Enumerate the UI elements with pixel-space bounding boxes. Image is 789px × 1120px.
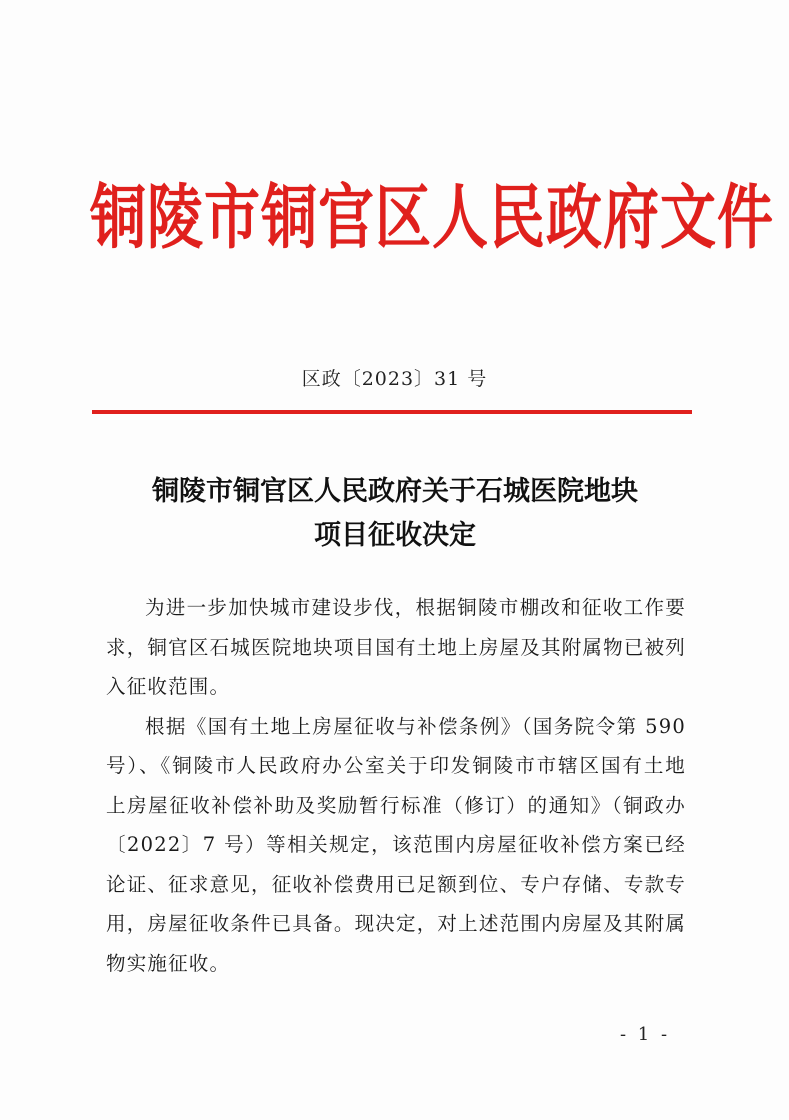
red-divider-line [92, 410, 692, 414]
document-title-line-1: 铜陵市铜官区人民政府关于石城医院地块 [152, 476, 638, 507]
document-title [90, 470, 700, 558]
issuer-masthead: 铜陵市铜官区人民政府文件 [90, 177, 774, 259]
body-paragraph-2: 根据《国有土地上房屋征收与补偿条例》（国务院令第 590 号）、《铜陵市人民政府办公室关于印发铜陵市市辖区国有土地上房屋征收补偿补助及奖励暂行标准（修订）的通知》（铜政办〔2022〕7 号）等相关规定，该范围内房屋征收补偿方案已经论证、征求意见，征收补偿费用已足额到位、专户存储、专款专用，房屋征收条件已具备。现决定，对上述范围内房屋及其附属物实施征收。 [106, 714, 686, 975]
document-body [106, 588, 686, 983]
document-number: 区政〔2023〕31 号 [301, 368, 488, 390]
page-number: - 1 - [620, 1024, 671, 1045]
document-title-line-2: 项目征收决定 [314, 520, 476, 551]
body-paragraph-1: 为进一步加快城市建设步伐，根据铜陵市棚改和征收工作要求，铜官区石城医院地块项目国有土地上房屋及其附属物已被列入征收范围。 [106, 596, 686, 698]
